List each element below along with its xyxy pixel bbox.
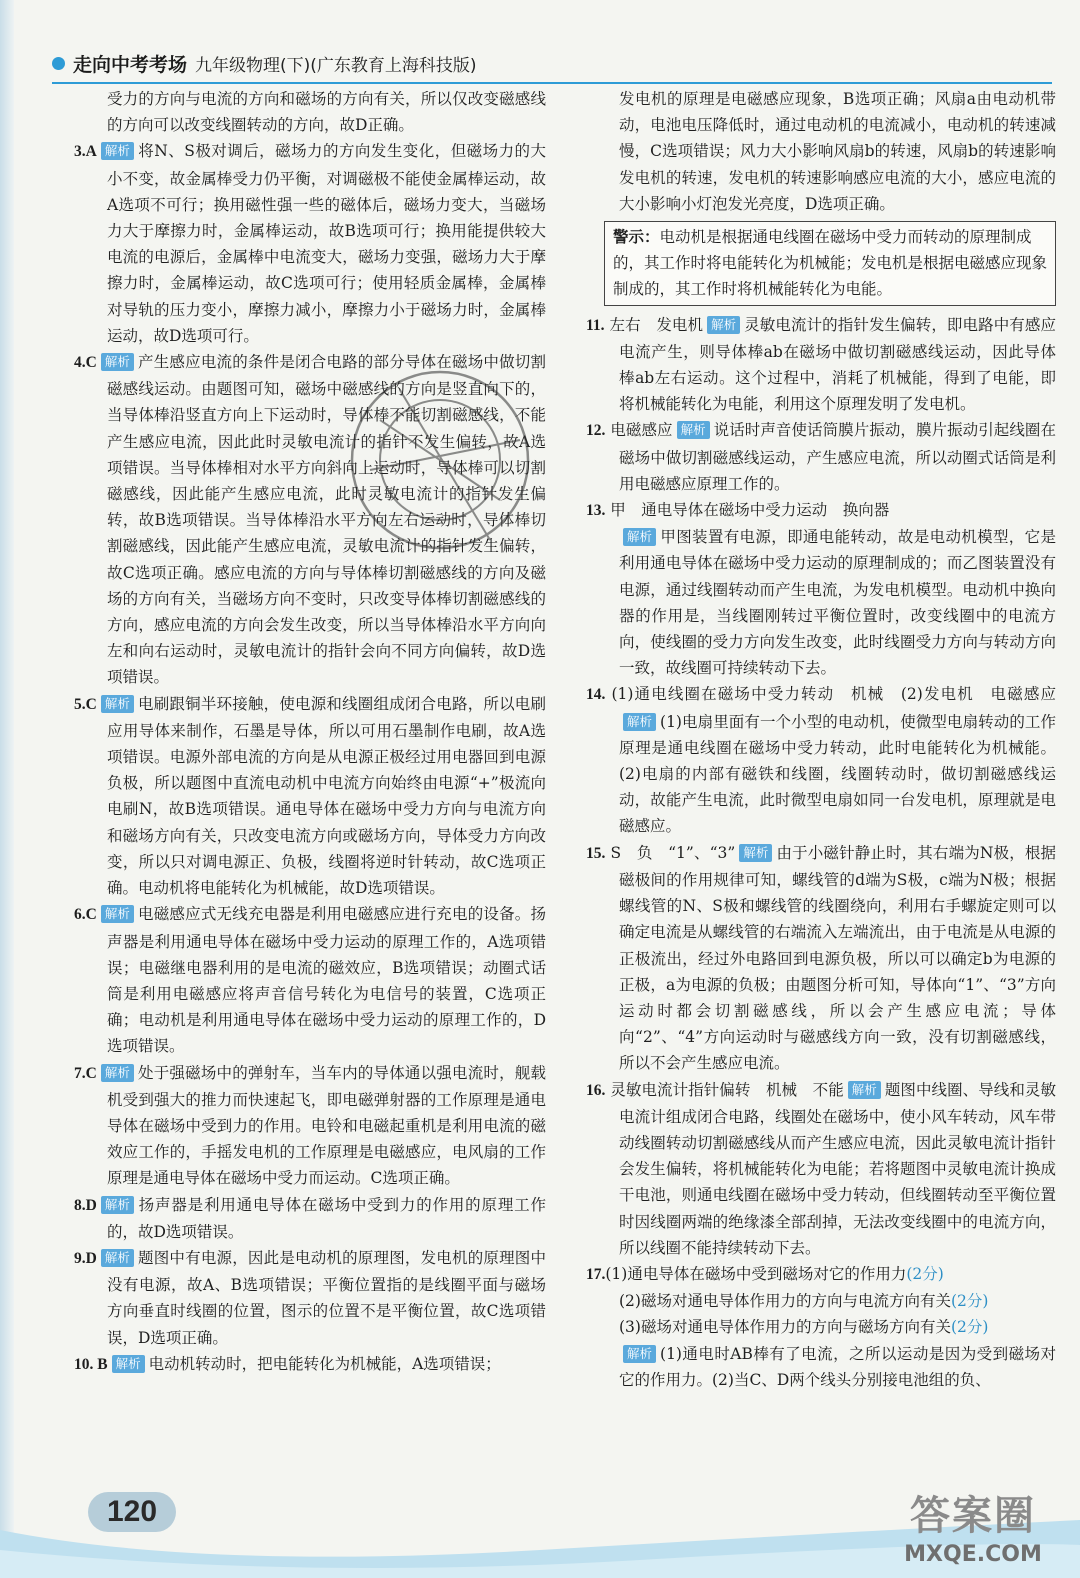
- item-text: 灵敏电流计的指针发生偏转，即电路中有感应电流产生，则导体棒ab在磁场中做切割磁感线运动，因此导体棒ab左右运动。这个过程中，消耗了机械能，得到了电能，即将机械能转化为电能，利用这个原理发明了发电机。: [619, 315, 1056, 414]
- analysis-tag: 解析: [101, 353, 134, 371]
- item-text: 由于小磁针静止时，其右端为N极，根据磁极间的作用规律可知，螺线管的d端为S极，c端为N极；根据螺线管的N、S极和螺线管的线圈绕向，利用右手螺旋定则可以确定电流是从螺线管的右端流入左端流出，由于电流是从电源的正极流出，经过外电路回到电源负极，所以可以确定b为电源的正极，a为电源的负极；由题图分析可知，导体向“1”、“3”方向运动时都会切割磁感线，所以会产生感应电流；导体向“2”、“4”方向运动时与磁感线方向一致，没有切割磁感线，所以不会产生感应电流。: [619, 843, 1056, 1073]
- warning-text: 电动机是根据通电线圈在磁场中受力而转动的原理制成的，其工作时将电能转化为机械能；发电机是根据电磁感应现象制成的，其工作时将机械能转化为电能。: [613, 228, 1048, 299]
- answer-continuation: [586, 86, 1056, 217]
- answer-item: [74, 901, 546, 1059]
- analysis-tag: 解析: [101, 1196, 134, 1214]
- item-number: 14.: [586, 686, 606, 704]
- answer-item: [586, 497, 1056, 524]
- score-label: (2分): [906, 1264, 944, 1283]
- item-answer: 甲 通电导体在磁场中受力运动 换向器: [605, 501, 890, 520]
- answer-item: [74, 1060, 546, 1192]
- score-label: (2分): [950, 1292, 989, 1311]
- item-text: (3)磁场对通电导体作用力的方向与磁场方向有关: [619, 1318, 951, 1337]
- warning-box: [604, 221, 1056, 306]
- item-text: 题图中有电源，因此是电动机的原理图，发电机的原理图中没有电源，故A、B选项错误；平衡位置指的是线圈平面与磁场方向垂直时线圈的位置，图示的位置不是平衡位置，故C选项错误，D选项正确。: [107, 1248, 546, 1347]
- watermark-logo: 答案圈: [910, 1493, 1036, 1539]
- item-number: 3.A: [74, 143, 97, 161]
- answer-item: [74, 691, 546, 902]
- item-number: 6.C: [74, 906, 97, 924]
- analysis-tag: 解析: [707, 316, 740, 334]
- answer-continuation: [586, 1288, 1056, 1314]
- item-text: 产生感应电流的条件是闭合电路的部分导体在磁场中做切割磁感线运动。由题图可知，磁场中磁感线的方向是竖直向下的，当导体棒沿竖直方向上下运动时，导体棒不能切割磁感线，不能产生感应电流，因此此时灵敏电流计的指针不发生偏转，故A选项错误。当导体棒相对水平方向斜向上运动时，导体棒可以切割磁感线，因此能产生感应电流，此时灵敏电流计的指针发生偏转，故B选项错误。当导体棒沿水平方向左右运动时，导体棒切割磁感线，因此能产生感应电流，灵敏电流计的指针发生偏转，故C选项正确。感应电流的方向与导体棒切割磁感线的方向及磁场的方向有关，当磁场方向不变时，只改变导体棒切割磁感线的方向，感应电流的方向会发生改变，所以当导体棒沿水平方向向左和向右运动时，灵敏电流计的指针会向不同方向偏转，故D选项错误。: [107, 353, 546, 687]
- watermark: [878, 1490, 1068, 1574]
- book-subject: 九年级物理(下)(广东教育上海科技版): [195, 55, 477, 76]
- watermark-url: MXQE.COM: [904, 1542, 1042, 1567]
- score-label: (2分): [950, 1318, 989, 1337]
- answer-item: [74, 138, 546, 349]
- analysis-tag: 解析: [101, 695, 134, 713]
- analysis-tag: 解析: [101, 1249, 134, 1267]
- answer-item: [74, 349, 546, 691]
- item-number: 16.: [586, 1081, 606, 1099]
- answer-continuation: [586, 524, 1056, 681]
- item-answer: 灵敏电流计指针偏转 机械 不能: [605, 1080, 844, 1099]
- answer-item: [586, 312, 1056, 418]
- item-number: 5.C: [74, 695, 97, 713]
- item-text: 题图中线圈、导线和灵敏电流计组成闭合电路，线圈处在磁场中，使小风车转动，风车带动线圈转动切割磁感线从而产生感应电流，因此灵敏电流计指针会发生偏转，将机械能转化为电能；若将题图中灵敏电流计换成干电池，则通电线圈在磁场中受力转动，但线圈转动至平衡位置时因线圈两端的绝缘漆全部刮掉，无法改变线圈中的电流方向，所以线圈不能持续转动下去。: [619, 1080, 1056, 1257]
- analysis-tag: 解析: [848, 1081, 881, 1099]
- answer-item: [74, 1245, 546, 1351]
- item-answer: S 负 “1”、“3”: [605, 843, 736, 862]
- answer-item: [586, 681, 1056, 839]
- item-answer: 左右 发电机: [604, 315, 704, 334]
- answer-item: [586, 1261, 1056, 1288]
- item-answer: (1)通电线圈在磁场中受力转动 机械 (2)发电机 电磁感应: [605, 685, 1056, 704]
- item-text: 电刷跟铜半环接触，使电源和线圈组成闭合电路，所以电刷应用导体来制作，石墨是导体，所以可用石墨制作电刷，故A选项错误。电源外部电流的方向是从电源正极经过用电器回到电源负极，所以题图中直流电动机中电流方向始终由电源“+”极流向电刷N，故B选项错误。通电导体在磁场中受力方向与电流方向和磁场方向有关，只改变电流方向或磁场方向，导体受力方向改变，所以只对调电源正、负极，线圈将逆时针转动，故C选项正确。电动机将电能转化为机械能，故D选项错误。: [107, 694, 546, 898]
- analysis-tag: 解析: [101, 905, 134, 923]
- item-text: (1)通电时AB棒有了电流，之所以运动是因为受到磁场对它的作用力。(2)当C、D两个线头分别接电池组的负、: [619, 1344, 1056, 1389]
- answer-item: [74, 1192, 546, 1245]
- right-column: [586, 86, 1056, 1393]
- page-header: [52, 48, 477, 78]
- answer-continuation: [586, 1341, 1056, 1393]
- item-text: 说话时声音使话筒膜片振动，膜片振动引起线圈在磁场中做切割磁感线运动，产生感应电流，所以动圈式话筒是利用电磁感应原理工作的。: [619, 421, 1056, 493]
- item-number: 7.C: [74, 1064, 97, 1082]
- analysis-tag: 解析: [101, 1064, 134, 1082]
- header-bullet-icon: [52, 57, 65, 70]
- answer-item: [586, 417, 1056, 497]
- analysis-tag: 解析: [623, 713, 656, 731]
- item-text: (1)通电导体在磁场中受到磁场对它的作用力: [605, 1264, 907, 1283]
- header-divider: [52, 82, 1052, 84]
- left-column: [74, 86, 546, 1378]
- item-number: 13.: [586, 502, 606, 520]
- answer-item: [74, 1351, 546, 1378]
- page-edge: [0, 0, 14, 1578]
- item-text: 发电机的原理是电磁感应现象，B选项正确；风扇a由电动机带动，电池电压降低时，通过电动机的电流减小，电动机的转速减慢，C选项错误；风力大小影响风扇b的转速，风扇b的转速影响发电机的转速，发电机的转速影响感应电流的大小，感应电流的大小影响小灯泡发光亮度，D选项正确。: [619, 90, 1056, 213]
- item-number: 15.: [586, 844, 606, 862]
- item-number: 9.D: [74, 1249, 97, 1267]
- item-text: 电动机转动时，把电能转化为机械能，A选项错误；: [148, 1354, 501, 1373]
- analysis-tag: 解析: [101, 142, 134, 160]
- analysis-tag: 解析: [677, 421, 710, 439]
- warning-label: 警示：: [613, 228, 660, 247]
- page-number: 120: [88, 1492, 176, 1532]
- answer-item: [586, 840, 1056, 1077]
- item-text: (2)磁场对通电导体作用力的方向与电流方向有关: [619, 1292, 951, 1311]
- item-text: 受力的方向与电流的方向和磁场的方向有关，所以仅改变磁感线的方向可以改变线圈转动的方向，故D正确。: [107, 90, 546, 135]
- answer-item: [586, 1077, 1056, 1261]
- item-text: 电磁感应式无线充电器是利用电磁感应进行充电的设备。扬声器是利用通电导体在磁场中受力运动的原理工作的，A选项错误；电磁继电器利用的是电流的磁效应，B选项错误；动圈式话筒是利用电磁感应将声音信号转化为电信号的装置，C选项正确；电动机是利用通电导体在磁场中受力运动的原理工作的，D选项错误。: [107, 905, 546, 1056]
- answer-continuation: [74, 86, 546, 138]
- analysis-tag: 解析: [739, 844, 772, 862]
- item-text: (1)电扇里面有一个小型的电动机，使微型电扇转动的工作原理是通电线圈在磁场中受力转动，此时电能转化为机械能。(2)电扇的内部有磁铁和线圈，线圈转动时，做切割磁感线运动，故能产生电流，此时微型电扇如同一台发电机，原理就是电磁感应。: [619, 712, 1056, 836]
- item-number: 10. B: [74, 1355, 108, 1373]
- item-number: 8.D: [74, 1196, 97, 1214]
- item-text: 甲图装置有电源，即通电能转动，故是电动机模型，它是利用通电导体在磁场中受力运动的原理制成的；而乙图装置没有电源，通过线圈转动而产生电流，为发电机模型。电动机中换向器的作用是，当线圈刚转过平衡位置时，改变线圈中的电流方向，使线圈的受力方向发生改变，此时线圈受力方向与转动方向一致，故线圈可持续转动下去。: [619, 528, 1056, 678]
- item-text: 处于强磁场中的弹射车，当车内的导体通以强电流时，舰载机受到强大的推力而快速起飞，即电磁弹射器的工作原理是通电导体在磁场中受到力的作用。电铃和电磁起重机是利用电流的磁效应工作的，手摇发电机的工作原理是电磁感应，电风扇的工作原理是通电导体在磁场中受力而运动。C选项正确。: [107, 1063, 546, 1188]
- analysis-tag: 解析: [623, 1345, 656, 1363]
- item-text: 扬声器是利用通电导体在磁场中受到力的作用的原理工作的，故D选项错误。: [107, 1195, 546, 1241]
- analysis-tag: 解析: [623, 528, 656, 546]
- item-answer: 电磁感应: [605, 421, 673, 440]
- book-brand: 走向中考考场: [73, 53, 188, 76]
- item-number: 4.C: [74, 354, 97, 372]
- item-text: 将N、S极对调后，磁场力的方向发生变化，但磁场力的大小不变，故金属棒受力仍平衡，对调磁极不能使金属棒运动，故A选项不可行；换用磁性强一些的磁体后，磁场力变大，当磁场力大于摩擦力时，金属棒运动，故B选项可行；换用能提供较大电流的电源后，金属棒中电流变大，磁场力变强，磁场力大于摩擦力时，金属棒运动，故C选项可行；使用轻质金属棒，金属棒对导轨的压力变小，摩擦力减小，摩擦力小于磁场力时，金属棒运动，故D选项可行。: [107, 142, 546, 345]
- item-number: 17.: [586, 1265, 606, 1283]
- item-number: 12.: [586, 422, 606, 440]
- analysis-tag: 解析: [112, 1355, 145, 1373]
- answer-continuation: [586, 1314, 1056, 1340]
- item-number: 11.: [586, 316, 605, 334]
